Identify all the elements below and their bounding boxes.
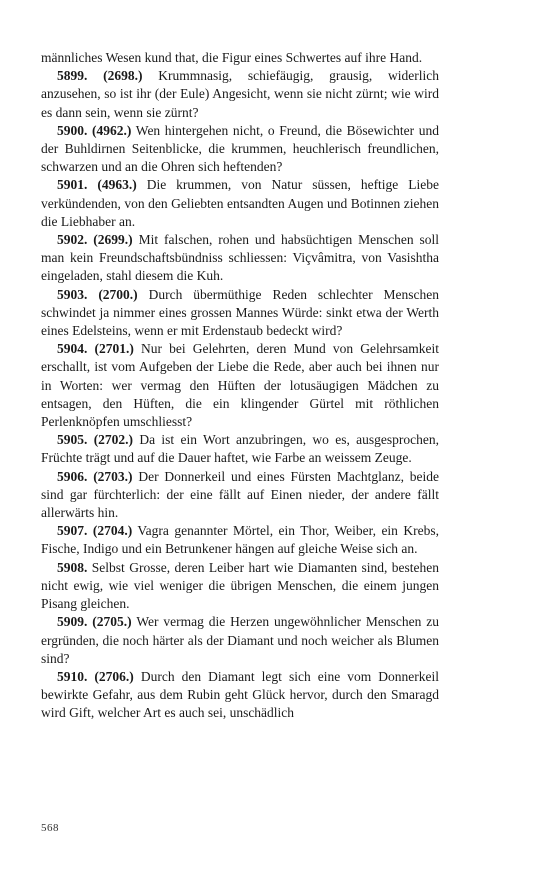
entry-reference: (2703.) [93,468,133,484]
entry-reference: (2701.) [94,341,134,357]
entry-reference: (4963.) [97,177,137,193]
continuation-paragraph: männliches Wesen kund that, die Figur eines Schwertes auf ihre Hand. [41,50,423,65]
entry-number: 5908. [57,559,88,575]
entry-text: Selbst Grosse, deren Leiber hart wie Diamanten sind, bestehen nicht ewig, wie viel weniger die übrigen Menschen, die einem jungen Pisang gleichen. [41,559,439,612]
entry-text: Nur bei Gelehrten, deren Mund von Gelehrsamkeit erschallt, ist vom Aufgeben der Liebe die Rede, aber auch bei ihnen nur in Worten: wer vermag den Hüften der lotusäugigen Mädchen zu entsagen, den Hüften, die ein klingender Gürtel mit röthlichen Perlenknöpfen umschliesst? [41,341,440,430]
entry-reference: (2699.) [93,232,133,248]
entry-5899 [41,67,439,122]
entry-reference: (4962.) [92,122,132,138]
entry-reference: (2700.) [98,286,138,302]
entry-5910 [41,668,439,723]
entry-5901 [41,176,439,231]
entry-number: 5901. [57,177,88,193]
entry-text: Mit falschen, rohen und habsüchtigen Menschen soll man kein Freundschaftsbündniss schliessen: Viçvâmitra, von Vasishtha eingeladen, stahl diesem die Kuh. [41,232,440,284]
entry-text: Die krummen, von Natur süssen, heftige Liebe verkündenden, von den Geliebten entsandten Augen und Botinnen ziehen die Liebhaber an. [41,177,440,229]
entry-reference: (2706.) [94,668,134,684]
entry-5905 [41,431,439,467]
entry-5906 [41,468,439,523]
entry-text: Der Donnerkeil und eines Fürsten Machtglanz, beide sind gar fürchterlich: der eine fällt auf Einen nieder, der andere fällt allerwärts hin. [41,468,440,521]
entry-5903 [41,286,439,341]
entry-5904 [41,340,439,431]
entry-text: Vagra genannter Mörtel, ein Thor, Weiber, ein Krebs, Fische, Indigo und ein Betrunkener hängen auf gleiche Weise sich an. [41,523,439,557]
entry-text: Durch übermüthige Reden schlechter Menschen schwindet ja nimmer eines grossen Mannes Würde: sinkt etwa der Werth eines Edelsteins, wenn er mit Erdenstaub bedeckt wird? [41,286,440,339]
entry-reference: (2704.) [92,523,133,539]
entry-number: 5900. [57,122,88,138]
entry-number: 5903. [57,286,88,302]
entry-5909 [41,613,439,668]
entry-number: 5907. [57,523,88,539]
entry-number: 5905. [57,432,88,448]
entry-text: Da ist ein Wort anzubringen, wo es, ausgesprochen, Früchte trägt und auf die Dauer haftet, wie Farbe an weissem Zeuge. [41,432,440,466]
entry-number: 5909. [57,614,88,630]
document-page [41,49,439,723]
entry-reference: (2698.) [103,68,143,84]
entry-text: Wen hintergehen nicht, o Freund, die Bösewichter und der Buhldirnen Seitenblicke, die krummen, heuchlerisch freundlichen, schwarzen und an die Ohren sich heftenden? [41,122,440,175]
entry-reference: (2705.) [92,614,132,630]
entry-number: 5902. [57,232,88,248]
entry-5907 [41,522,439,558]
entry-5908 [41,559,439,614]
entry-text: Wer vermag die Herzen ungewöhnlicher Menschen zu ergründen, die noch härter als der Diamant und noch weicher als Blumen sind? [41,614,439,666]
entry-number: 5899. [57,68,88,84]
entry-5902 [41,231,439,286]
entry-5900 [41,122,439,177]
entry-number: 5906. [57,468,88,484]
entry-text: Durch den Diamant legt sich eine vom Donnerkeil bewirkte Gefahr, aus dem Rubin geht Glück hervor, durch den Smaragd wird Gift, welcher Art es auch sei, unschädlich [41,668,440,721]
entry-reference: (2702.) [93,432,134,448]
entry-text: Krummnasig, schiefäugig, grausig, widerlich anzusehen, so ist ihr (der Eule) Angesicht, wenn sie nicht zürnt; wie wird es dann sein, wenn sie zürnt? [41,68,439,120]
entry-number: 5910. [57,668,88,684]
page-number: 568 [41,822,59,834]
entry-number: 5904. [57,341,88,357]
